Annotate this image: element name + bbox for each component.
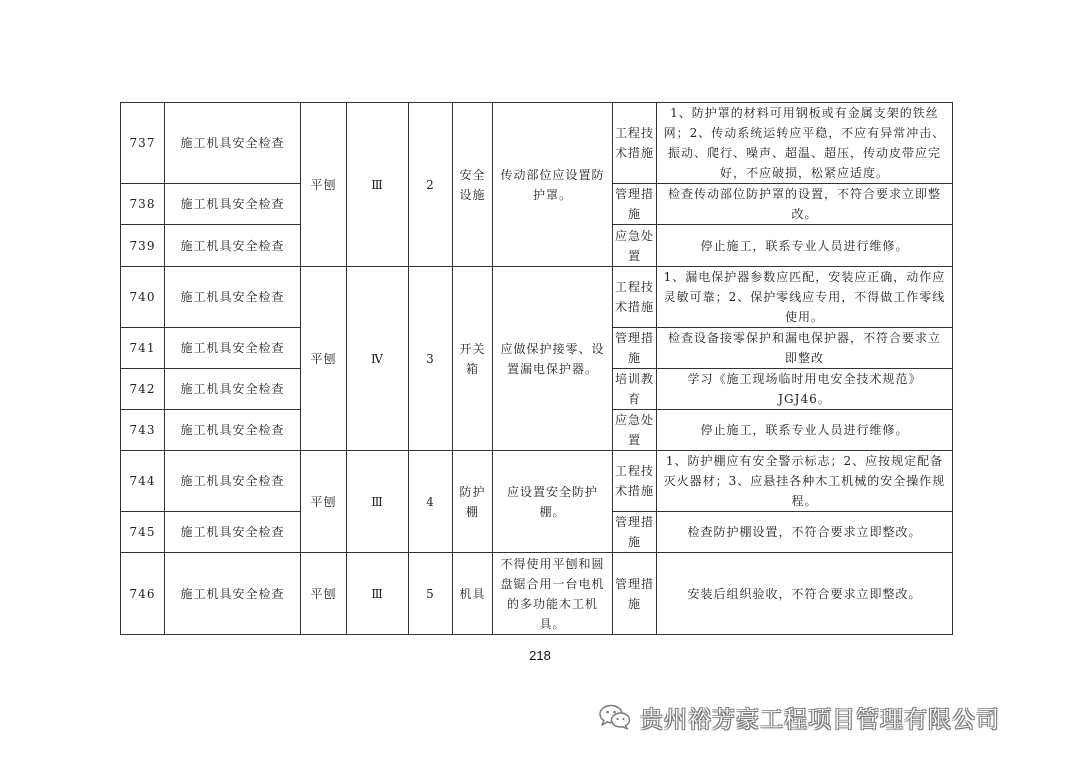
row-number: 744 [121, 451, 165, 512]
measure-type: 培训教育 [613, 369, 657, 410]
risk-level: Ⅲ [347, 553, 409, 635]
row-number: 742 [121, 369, 165, 410]
check-item: 施工机具安全检查 [165, 225, 301, 267]
machine-name: 平刨 [301, 553, 347, 635]
check-item: 施工机具安全检查 [165, 184, 301, 225]
measure-text: 1、防护棚应有安全警示标志；2、应按规定配备灭火器材；3、应悬挂各种木工机械的安全操作规程。 [657, 451, 953, 512]
row-number: 746 [121, 553, 165, 635]
measure-text: 停止施工，联系专业人员进行维修。 [657, 225, 953, 267]
machine-name: 平刨 [301, 103, 347, 267]
measure-type: 管理措施 [613, 184, 657, 225]
measure-type: 管理措施 [613, 553, 657, 635]
measure-type: 管理措施 [613, 512, 657, 553]
watermark [598, 700, 1048, 734]
table-row [121, 553, 953, 635]
measure-text: 1、漏电保护器参数应匹配，安装应正确，动作应灵敏可靠；2、保护零线应专用，不得做工作零线使用。 [657, 267, 953, 328]
row-number: 739 [121, 225, 165, 267]
measure-type: 应急处置 [613, 225, 657, 267]
table-row [121, 103, 953, 184]
requirement-text: 应做保护接零、设置漏电保护器。 [493, 267, 613, 451]
measure-type: 工程技术措施 [613, 267, 657, 328]
requirement-text: 不得使用平刨和圆盘锯合用一台电机的多功能木工机具。 [493, 553, 613, 635]
row-number: 743 [121, 410, 165, 451]
risk-level: Ⅲ [347, 451, 409, 553]
measure-text: 1、防护罩的材料可用钢板或有金属支架的铁丝网；2、传动系统运转应平稳，不应有异常冲击、振动、爬行、噪声、超温、超压，传动皮带应完好，不应破损，松紧应适度。 [657, 103, 953, 184]
measure-text: 安装后组织验收，不符合要求立即整改。 [657, 553, 953, 635]
check-item: 施工机具安全检查 [165, 451, 301, 512]
row-number: 745 [121, 512, 165, 553]
row-number: 737 [121, 103, 165, 184]
measure-text: 检查设备接零保护和漏电保护器，不符合要求立即整改 [657, 328, 953, 369]
check-item: 施工机具安全检查 [165, 328, 301, 369]
table-row [121, 451, 953, 512]
check-item: 施工机具安全检查 [165, 553, 301, 635]
hazard-category: 开关箱 [453, 267, 493, 451]
row-number: 738 [121, 184, 165, 225]
measure-text: 停止施工，联系专业人员进行维修。 [657, 410, 953, 451]
wechat-icon [598, 703, 632, 731]
sequence-number: 4 [409, 451, 453, 553]
measure-text: 检查防护棚设置，不符合要求立即整改。 [657, 512, 953, 553]
sequence-number: 5 [409, 553, 453, 635]
requirement-text: 传动部位应设置防护罩。 [493, 103, 613, 267]
measure-type: 工程技术措施 [613, 451, 657, 512]
hazard-category: 机具 [453, 553, 493, 635]
table-row [121, 267, 953, 328]
row-number: 740 [121, 267, 165, 328]
check-item: 施工机具安全检查 [165, 103, 301, 184]
hazard-category: 安全设施 [453, 103, 493, 267]
watermark-text: 贵州裕芳豪工程项目管理有限公司 [640, 706, 1000, 733]
measure-type: 工程技术措施 [613, 103, 657, 184]
machine-name: 平刨 [301, 451, 347, 553]
risk-level: Ⅲ [347, 103, 409, 267]
hazard-category: 防护棚 [453, 451, 493, 553]
machine-name: 平刨 [301, 267, 347, 451]
page-number: 218 [529, 648, 551, 663]
measure-text: 检查传动部位防护罩的设置，不符合要求立即整改。 [657, 184, 953, 225]
measure-type: 管理措施 [613, 328, 657, 369]
check-item: 施工机具安全检查 [165, 369, 301, 410]
check-item: 施工机具安全检查 [165, 512, 301, 553]
check-item: 施工机具安全检查 [165, 410, 301, 451]
measure-type: 应急处置 [613, 410, 657, 451]
sequence-number: 2 [409, 103, 453, 267]
requirement-text: 应设置安全防护棚。 [493, 451, 613, 553]
measure-text: 学习《施工现场临时用电安全技术规范》JGJ46。 [657, 369, 953, 410]
row-number: 741 [121, 328, 165, 369]
inspection-table [120, 102, 953, 635]
sequence-number: 3 [409, 267, 453, 451]
check-item: 施工机具安全检查 [165, 267, 301, 328]
risk-level: Ⅳ [347, 267, 409, 451]
